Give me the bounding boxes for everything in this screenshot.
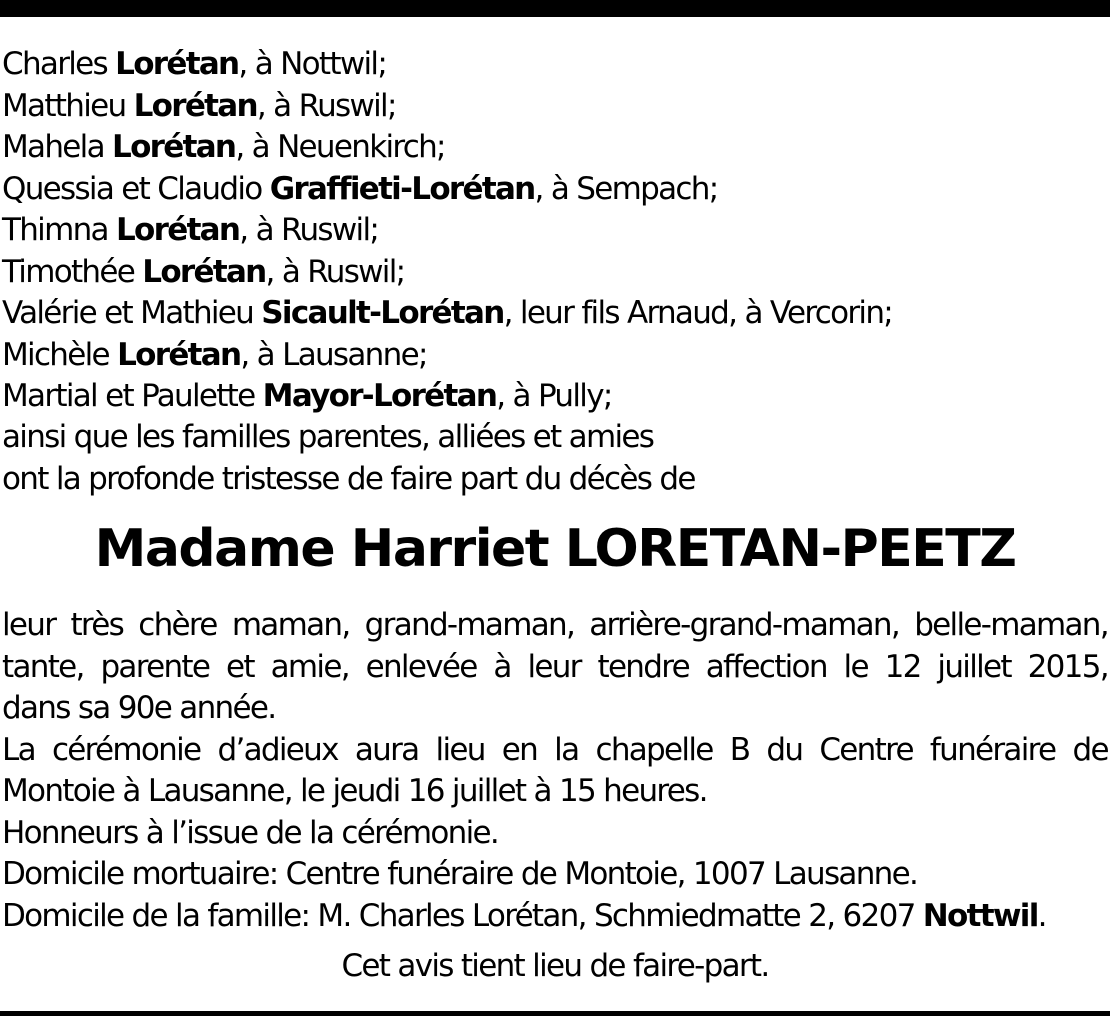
word: enlevée: [365, 648, 477, 685]
family-list: [2, 44, 1108, 418]
word: leur: [527, 648, 581, 685]
intro-line: ont la profonde tristesse de faire part du décès de: [2, 460, 695, 497]
closing-note: Cet avis tient lieu de faire-part.: [341, 948, 769, 984]
word: cérémonie: [51, 731, 201, 768]
word: La: [2, 731, 35, 768]
family-member: Matthieu Lorétan, à Ruswil;: [2, 87, 396, 124]
word: maman,: [231, 607, 350, 643]
body-line: [2, 647, 1108, 689]
word: B: [729, 731, 750, 768]
address-place: Nottwil: [922, 897, 1038, 934]
word: arrière-grand-maman,: [589, 607, 900, 643]
deceased-name: Madame Harriet LORETAN-PEETZ: [94, 519, 1016, 579]
word: leur: [2, 607, 56, 643]
word: grand-maman,: [364, 607, 575, 643]
family-address-line: [2, 896, 1108, 938]
body-line-text: [2, 647, 1108, 689]
body-line: Montoie à Lausanne, le jeudi 16 juillet à 15 heures.: [2, 773, 707, 809]
family-member: Thimna Lorétan, à Ruswil;: [2, 212, 379, 248]
word: juillet: [937, 648, 1011, 685]
address-prefix: Domicile de la famille: M. Charles Lorétan, Schmiedmatte 2, 6207: [2, 897, 923, 934]
family-member: Quessia et Claudio Graffieti-Lorétan, à Sempach;: [2, 170, 718, 207]
word: funéraire: [929, 731, 1056, 768]
family-member: Charles Lorétan, à Nottwil;: [2, 46, 387, 82]
body-line: Honneurs à l’issue de la cérémonie.: [2, 814, 499, 851]
word: tante,: [2, 648, 84, 685]
word: belle-maman,: [914, 607, 1108, 643]
word: chère: [138, 607, 217, 643]
family-member: Mahela Lorétan, à Neuenkirch;: [2, 129, 445, 165]
word: 12: [884, 648, 921, 685]
word: Centre: [819, 731, 913, 768]
top-rule: [0, 0, 1110, 17]
word: 2015,: [1027, 648, 1108, 685]
family-member: Martial et Paulette Mayor-Lorétan, à Pully;: [2, 378, 612, 414]
word: du: [766, 731, 803, 768]
word: parente: [100, 648, 210, 685]
body-line: [2, 605, 1108, 647]
word: de: [1072, 731, 1108, 768]
family-member: Michèle Lorétan, à Lausanne;: [2, 336, 427, 373]
announcement-intro: [2, 417, 1108, 500]
body-line: Domicile mortuaire: Centre funéraire de Montoie, 1007 Lausanne.: [2, 856, 918, 892]
family-member: Valérie et Mathieu Sicault-Lorétan, leur fils Arnaud, à Vercorin;: [2, 295, 893, 331]
intro-line: ainsi que les familles parentes, alliées et amies: [2, 419, 654, 455]
word: tendre: [597, 648, 689, 685]
word: amie,: [270, 648, 349, 685]
word: le: [843, 648, 868, 685]
word: affection: [705, 648, 827, 685]
family-member: Timothée Lorétan, à Ruswil;: [2, 253, 405, 290]
body-line-text: [2, 605, 1108, 647]
address-end: .: [1037, 897, 1046, 934]
body-line: dans sa 90e année.: [2, 690, 276, 726]
word: lieu: [435, 731, 485, 768]
word: et: [226, 648, 254, 685]
bottom-rule: [0, 1011, 1110, 1016]
word: la: [554, 731, 579, 768]
word: très: [70, 607, 124, 643]
body-line-text: [2, 730, 1108, 772]
notice-body: [2, 605, 1108, 937]
word: chapelle: [595, 731, 713, 768]
word: aura: [354, 731, 419, 768]
word: d’adieux: [217, 731, 338, 768]
body-line: [2, 730, 1108, 772]
word: en: [501, 731, 538, 768]
word: à: [493, 648, 511, 685]
